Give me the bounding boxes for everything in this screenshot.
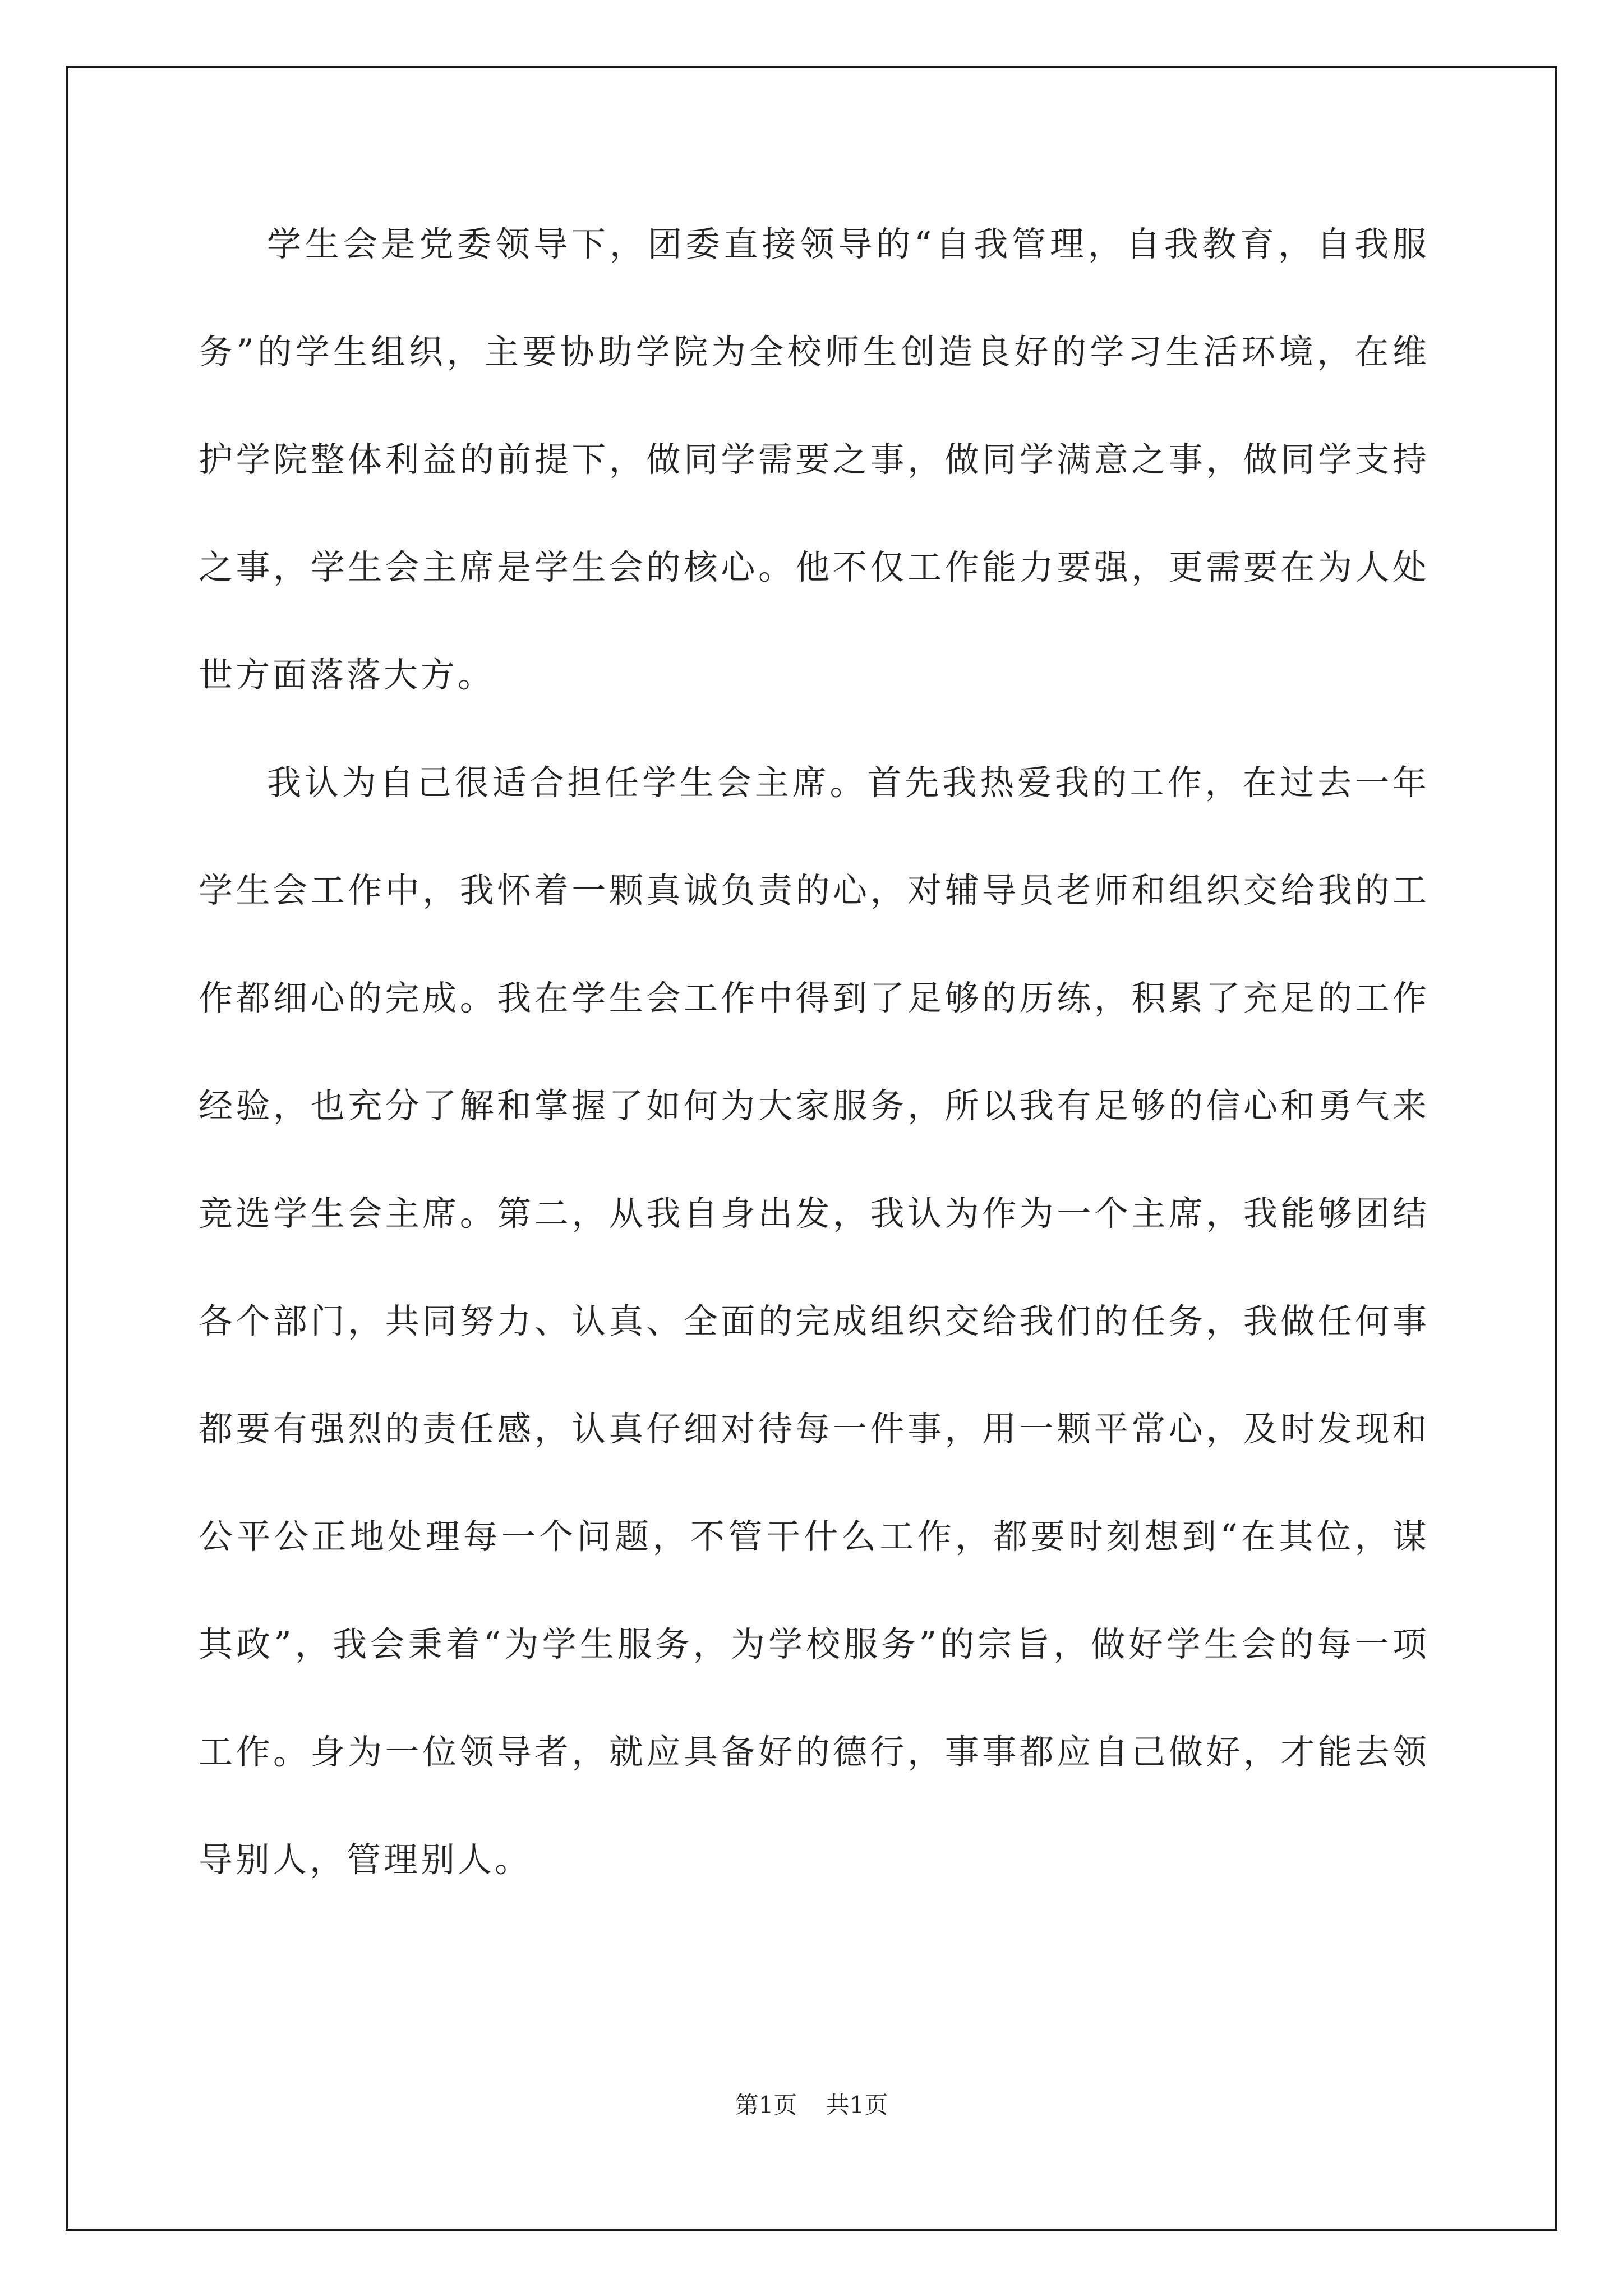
page-footer bbox=[0, 2087, 1623, 2120]
page-number-total: 共1页 bbox=[826, 2091, 888, 2119]
paragraph-self-assessment: 我认为自己很适合担任学生会主席。首先我热爱我的工作，在过去一年学生会工作中，我怀着一颗真诚负责的心，对辅导员老师和组织交给我的工作都细心的完成。我在学生会工作中得到了足够的历练，积累了充足的工作经验，也充分了解和掌握了如何为大家服务，所以我有足够的信心和勇气来竞选学生会主席。第二，从我自身出发，我认为作为一个主席，我能够团结各个部门，共同努力、认真、全面的完成组织交给我们的任务，我做任何事都要有强烈的责任感，认真仔细对待每一件事，用一颗平常心，及时发现和公平公正地处理每一个问题，不管干什么工作，都要时刻想到“在其位，谋其政”，我会秉着“为学生服务，为学校服务”的宗旨，做好学生会的每一项工作。身为一位领导者，就应具备好的德行，事事都应自己做好，才能去领导别人，管理别人。 bbox=[199, 763, 1430, 1880]
document-body bbox=[199, 191, 1430, 1914]
paragraph-intro: 学生会是党委领导下，团委直接领导的“自我管理，自我教育，自我服务”的学生组织，主要协助学院为全校师生创造良好的学习生活环境，在维护学院整体利益的前提下，做同学需要之事，做同学满意之事，做同学支持之事，学生会主席是学生会的核心。他不仅工作能力要强，更需要在为人处世方面落落大方。 bbox=[199, 224, 1430, 695]
page-number-current: 第1页 bbox=[735, 2091, 797, 2119]
